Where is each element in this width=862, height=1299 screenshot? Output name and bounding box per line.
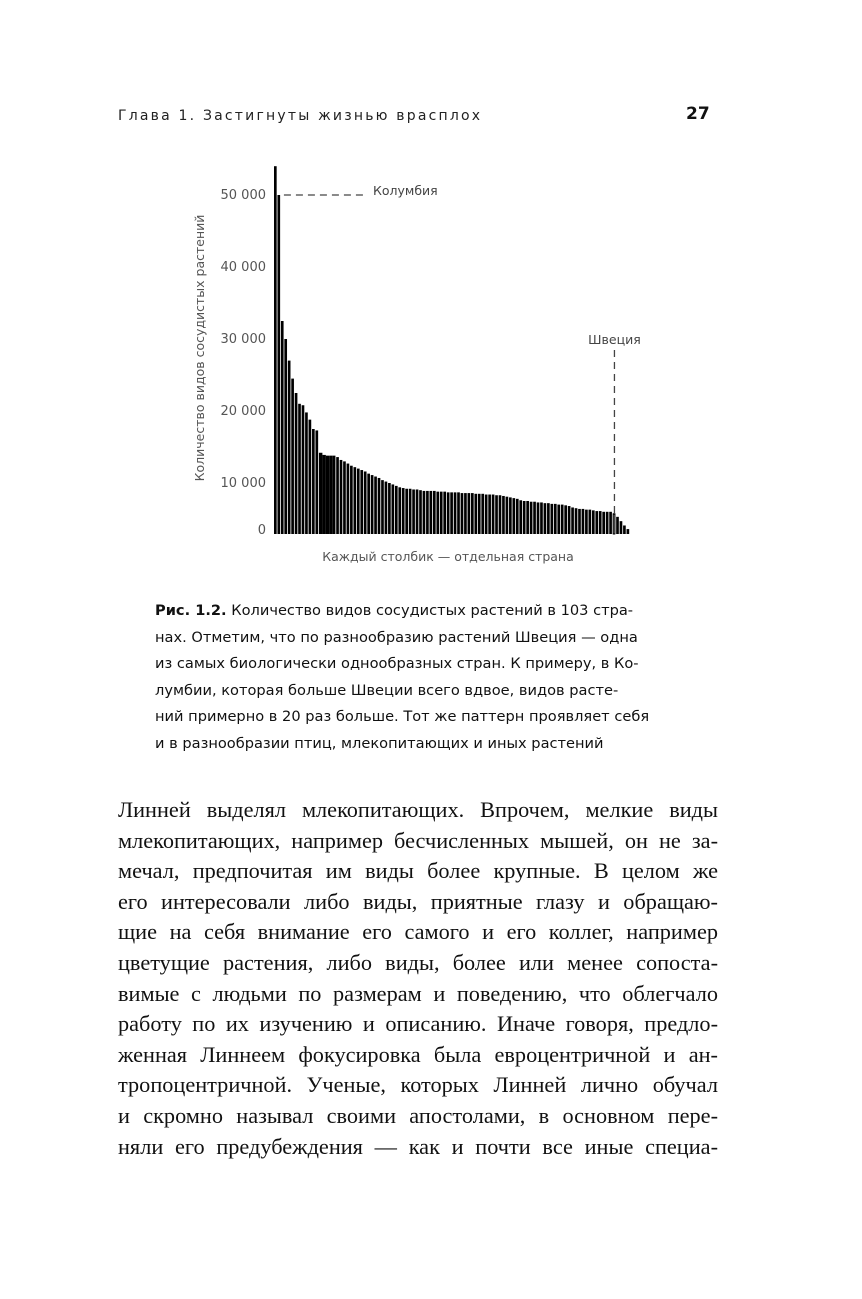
annotation-label: Колумбия (373, 183, 438, 198)
bar (350, 466, 353, 534)
bars (274, 166, 629, 534)
page-number: 27 (686, 104, 710, 124)
bar (291, 379, 294, 534)
body-line: вимые с людьми по размерам и поведению, что облегчало (118, 980, 718, 1006)
bar (305, 412, 308, 534)
bar (623, 525, 626, 534)
y-tick-label: 20 000 (220, 404, 266, 419)
bar (578, 509, 581, 534)
y-tick-label: 0 (257, 523, 266, 538)
bar (364, 471, 367, 534)
bar (582, 509, 585, 534)
bar (298, 404, 301, 534)
bar (315, 430, 318, 534)
caption-line: Рис. 1.2. Количество видов сосудистых растений в 103 стра- (155, 602, 634, 619)
bar (322, 455, 325, 534)
bar (357, 469, 360, 534)
figure-caption (155, 598, 675, 757)
bar (492, 495, 495, 534)
bar (309, 420, 312, 534)
bar (385, 482, 388, 534)
bar (464, 493, 467, 534)
bar (478, 494, 481, 534)
bar (481, 494, 484, 534)
bar (347, 464, 350, 534)
caption-line: лумбии, которая больше Швеции всего вдвое, видов расте- (155, 681, 619, 699)
figure-label: Рис. 1.2. (155, 602, 227, 619)
bar (509, 497, 512, 534)
bar (374, 477, 377, 534)
bar (288, 361, 291, 534)
bar (495, 495, 498, 534)
bar (602, 512, 605, 534)
y-tick-label: 40 000 (220, 260, 266, 275)
bar (433, 491, 436, 534)
body-line: щие на себя внимание его самого и его коллег, например (118, 919, 718, 945)
bar (609, 512, 612, 534)
bar (447, 492, 450, 534)
bar (392, 484, 395, 534)
body-line: цветущие растения, либо виды, более или менее сопоста- (118, 949, 718, 975)
bar (302, 405, 305, 534)
bar (533, 502, 536, 534)
caption-line: ний примерно в 20 раз больше. Тот же паттерн проявляет себя (155, 708, 650, 725)
bar (488, 495, 491, 534)
caption-line: нах. Отметим, что по разнообразию растений Швеция — одна (155, 628, 638, 646)
bar (540, 502, 543, 534)
highlighted-bar-sweden (613, 514, 614, 534)
bar (354, 467, 357, 534)
bar (502, 496, 505, 534)
species-bar-chart (0, 0, 862, 580)
bar (329, 456, 332, 534)
bar (454, 492, 457, 534)
bar (436, 492, 439, 534)
bar (450, 492, 453, 534)
body-line: его интересовали либо виды, приятные глазу и обращаю- (118, 888, 718, 914)
bar (381, 480, 384, 534)
bar (402, 488, 405, 534)
bar (564, 505, 567, 534)
bar (277, 195, 280, 534)
bar (333, 456, 336, 534)
y-tick-label: 30 000 (220, 332, 266, 347)
bar (457, 492, 460, 534)
bar (295, 393, 298, 534)
bar (395, 486, 398, 534)
bar (506, 497, 509, 534)
bar (284, 339, 287, 534)
bar (568, 506, 571, 534)
bar (319, 453, 322, 534)
bar (471, 493, 474, 534)
bar (416, 489, 419, 534)
bar (620, 521, 623, 534)
bar (616, 517, 619, 534)
bar (499, 495, 502, 534)
y-tick-label: 50 000 (220, 188, 266, 203)
bar (360, 470, 363, 534)
bar (423, 491, 426, 534)
bar (519, 500, 522, 534)
body-line: и скромно называл своими апостолами, в основном пере- (118, 1102, 718, 1128)
bar (398, 487, 401, 534)
bar (340, 460, 343, 534)
caption-line: из самых биологически однообразных стран. К примеру, в Ко- (155, 655, 639, 672)
bar (326, 456, 329, 534)
bar (419, 490, 422, 534)
bar (412, 489, 415, 534)
bar (378, 478, 381, 534)
bar (589, 510, 592, 534)
bar (474, 494, 477, 534)
bar (443, 492, 446, 534)
bar (461, 493, 464, 534)
bar (627, 529, 630, 534)
body-paragraph (118, 795, 718, 1162)
body-line: работу по их изучению и описанию. Иначе говоря, предло- (118, 1011, 718, 1037)
bar (561, 505, 564, 534)
bar (430, 491, 433, 534)
body-line: няли его предубеждения — как и почти все иные специа- (118, 1133, 718, 1159)
bar (409, 489, 412, 534)
bar (557, 505, 560, 534)
bar (440, 492, 443, 534)
annotation-colombia (284, 183, 438, 198)
bar (592, 510, 595, 534)
bar (485, 495, 488, 534)
bar (575, 508, 578, 534)
bar (544, 503, 547, 534)
y-axis (221, 188, 267, 538)
y-tick-label: 10 000 (220, 476, 266, 491)
bar (405, 489, 408, 534)
bar (426, 491, 429, 534)
bar (512, 498, 515, 534)
bar (367, 474, 370, 534)
body-line: Линней выделял млекопитающих. Впрочем, мелкие виды (118, 797, 718, 822)
body-line: женная Линнеем фокусировка была евроцентричной и ан- (118, 1041, 718, 1067)
bar (554, 504, 557, 534)
bar (388, 483, 391, 534)
annotation-sweden (588, 332, 641, 534)
bar (336, 457, 339, 534)
body-line: млекопитающих, например бесчисленных мышей, он не за- (118, 827, 718, 853)
bar (547, 503, 550, 534)
bar (468, 493, 471, 534)
bar (606, 512, 609, 534)
bar (516, 499, 519, 534)
x-axis-label: Каждый столбик — отдельная страна (322, 549, 574, 564)
bar (585, 510, 588, 534)
bar (537, 502, 540, 534)
caption-line: и в разнообразии птиц, млекопитающих и иных растений (155, 734, 604, 752)
bar (595, 511, 598, 534)
bar (281, 321, 284, 534)
bar (551, 504, 554, 534)
bar (371, 475, 374, 534)
bar (571, 507, 574, 534)
bar (274, 166, 277, 534)
bar (523, 501, 526, 534)
running-head-title: Глава 1. Застигнуты жизнью врасплох (118, 108, 483, 124)
bar (526, 501, 529, 534)
annotation-label: Швеция (588, 332, 641, 347)
bar (312, 429, 315, 534)
bar (599, 511, 602, 534)
y-axis-label: Количество видов сосудистых растений (192, 214, 207, 482)
body-line: тропоцентричной. Ученые, которых Линней лично обучал (118, 1072, 718, 1098)
body-line: мечал, предпочитая им виды более крупные. В целом же (118, 858, 718, 884)
bar (530, 502, 533, 534)
bar (343, 461, 346, 534)
